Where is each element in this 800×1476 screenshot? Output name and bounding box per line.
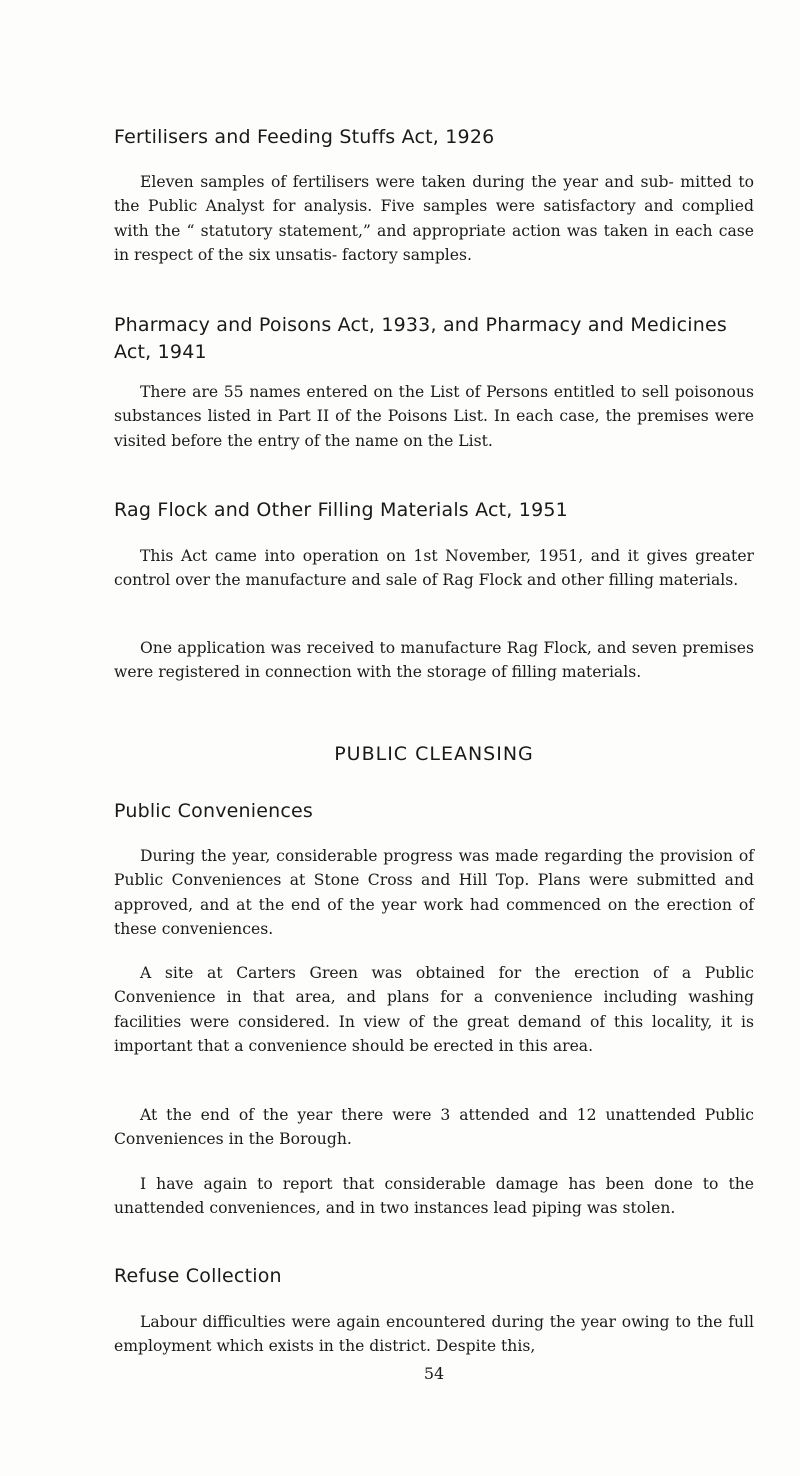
- section-heading-ragflock: Rag Flock and Other Filling Materials Act, 1951: [114, 499, 568, 521]
- paragraph-ragflock-1: This Act came into operation on 1st November, 1951, and it gives greater control over the manufacture and sale of Rag Flock and other filling materials.: [114, 547, 754, 590]
- section-heading-fertilisers: Fertilisers and Feeding Stuffs Act, 1926: [114, 126, 495, 148]
- section-heading-conveniences: Public Conveniences: [114, 800, 314, 822]
- paragraph-conveniences-3: At the end of the year there were 3 attended and 12 unattended Public Conveniences in the Borough.: [114, 1106, 754, 1149]
- section-heading-pharmacy: Pharmacy and Poisons Act, 1933, and Pharmacy and Medicines Act, 1941: [114, 314, 727, 363]
- paragraph-conveniences-2: A site at Carters Green was obtained for the erection of a Public Convenience in that area, and plans for a convenience including washing facilities were considered. In view of the great demand of this locality, it is important that a convenience should be erected in this area.: [114, 964, 754, 1055]
- paragraph-pharmacy: There are 55 names entered on the List of Persons entitled to sell poisonous substances listed in Part II of the Poisons List. In each case, the premises were visited before the entry of the name on the List.: [114, 383, 754, 450]
- major-heading-public-cleansing: PUBLIC CLEANSING: [334, 743, 534, 765]
- paragraph-conveniences-1: During the year, considerable progress was made regarding the provision of Public Conveniences at Stone Cross and Hill Top. Plans were submitted and approved, and at the end of the year work had commenced on the erection of these conveniences.: [114, 847, 754, 938]
- section-heading-refuse: Refuse Collection: [114, 1265, 282, 1287]
- paragraph-ragflock-2: One application was received to manufacture Rag Flock, and seven premises were registered in connection with the storage of filling materials.: [114, 639, 754, 682]
- page-number: 54: [423, 1364, 445, 1383]
- paragraph-fertilisers: Eleven samples of fertilisers were taken during the year and sub- mitted to the Public Analyst for analysis. Five samples were satisfactory and complied with the “ statutory statement,” and appropriate action was taken in each case in respect of the six unsatis- factory samples.: [114, 173, 754, 264]
- paragraph-refuse: Labour difficulties were again encountered during the year owing to the full employment which exists in the district. Despite this,: [114, 1313, 754, 1356]
- paragraph-conveniences-4: I have again to report that considerable damage has been done to the unattended conveniences, and in two instances lead piping was stolen.: [114, 1175, 754, 1218]
